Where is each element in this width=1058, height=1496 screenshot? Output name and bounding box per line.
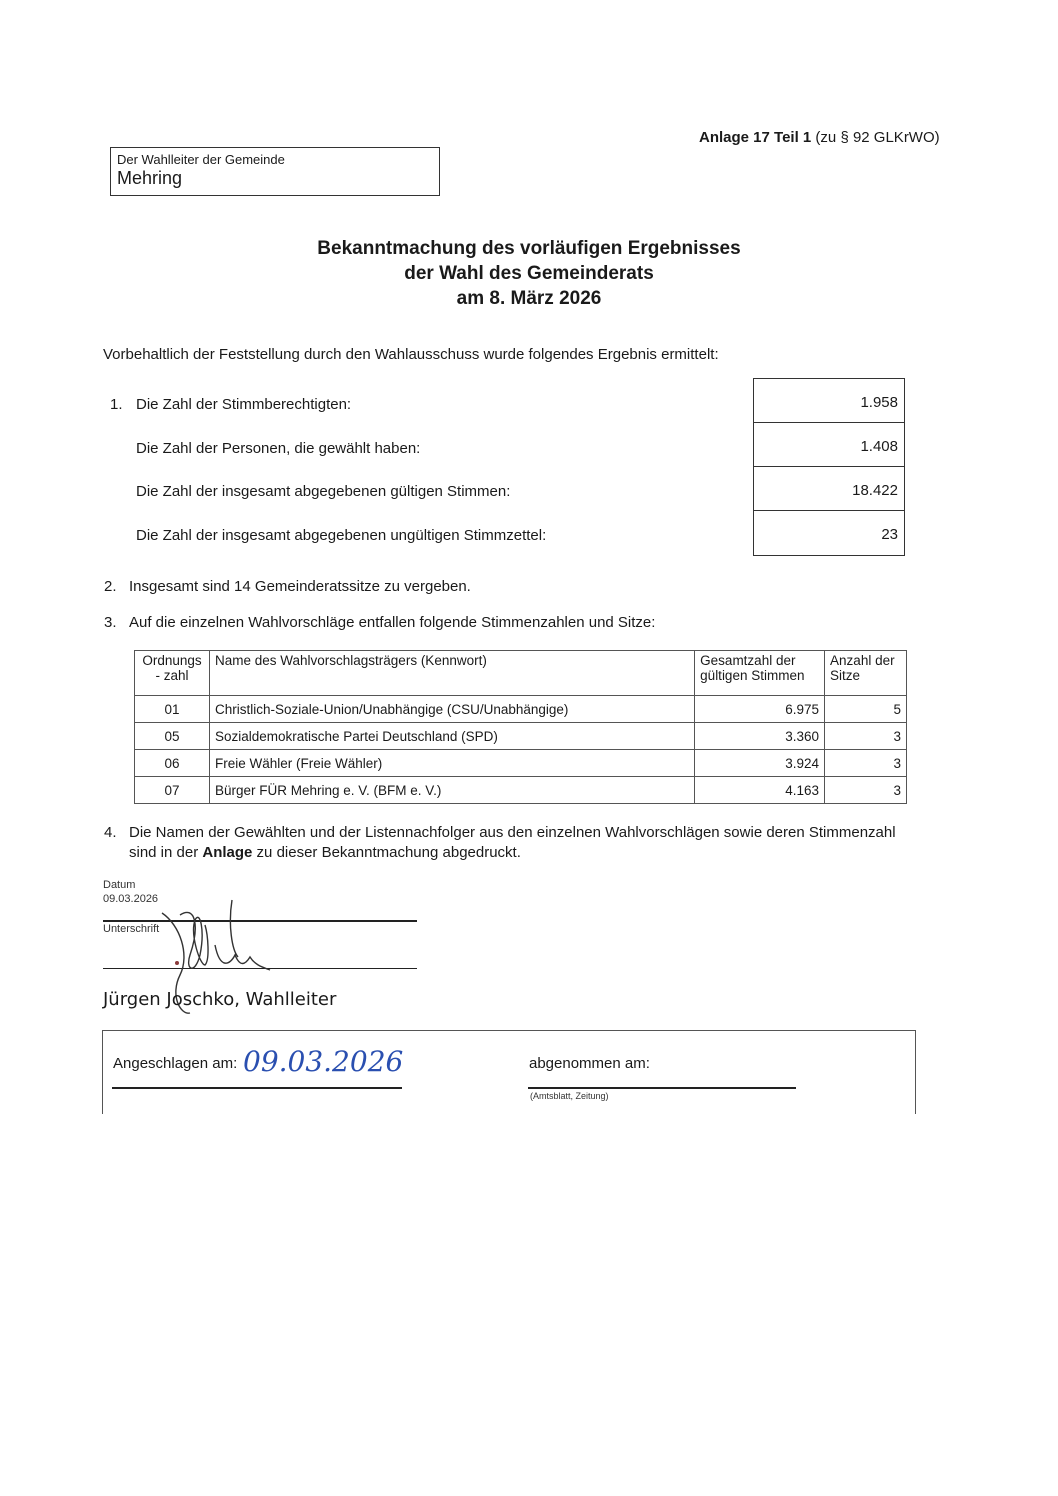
stat-value-voters: 1.408	[754, 423, 904, 467]
header-seats: Anzahl der Sitze	[825, 651, 907, 696]
posted-date-line	[112, 1087, 402, 1089]
title-line-2: der Wahl des Gemeinderats	[404, 263, 654, 284]
row-order-number: 07	[135, 777, 210, 804]
header-order-number: Ordnungs - zahl	[135, 651, 210, 696]
title-line-1: Bekanntmachung des vorläufigen Ergebnisses	[317, 238, 741, 259]
row-party-name: Sozialdemokratische Partei Deutschland (SPD)	[209, 723, 694, 750]
annex-reference-law: (zu § 92 GLKrWO)	[811, 129, 940, 146]
stat-label-invalid-ballots: Die Zahl der insgesamt abgegebenen ungültigen Stimmzettel:	[136, 527, 547, 544]
section-4-number: 4.	[104, 824, 117, 841]
intro-text: Vorbehaltlich der Feststellung durch den Wahlausschuss wurde folgendes Ergebnis ermittelt:	[103, 346, 719, 363]
section-4-text-pre: sind in der	[129, 844, 203, 861]
header-total-votes: Gesamtzahl der gültigen Stimmen	[695, 651, 825, 696]
row-party-name: Christlich-Soziale-Union/Unabhängige (CSU/Unabhängige)	[209, 696, 694, 723]
date-value: 09.03.2026	[103, 893, 159, 905]
posting-box	[102, 1030, 916, 1114]
signer-name: Jürgen Joschko, Wahlleiter	[103, 989, 337, 1010]
stats-value-box	[753, 378, 905, 556]
table-row	[135, 696, 907, 723]
row-seats: 3	[825, 777, 907, 804]
annex-reference	[699, 129, 940, 146]
row-votes: 3.360	[695, 723, 825, 750]
header-party-name: Name des Wahlvorschlagsträgers (Kennwort)	[209, 651, 694, 696]
posted-date-handwritten: 09.03.2026	[243, 1045, 404, 1078]
row-seats: 5	[825, 696, 907, 723]
stat-label-eligible: Die Zahl der Stimmberechtigten:	[136, 396, 352, 413]
section-4-text-line-2	[129, 844, 521, 861]
removed-date-line	[528, 1087, 796, 1089]
stat-label-valid-votes: Die Zahl der insgesamt abgegebenen gültigen Stimmen:	[136, 483, 511, 500]
posted-label: Angeschlagen am:	[113, 1055, 238, 1072]
table-row	[135, 777, 907, 804]
stat-value-valid-votes: 18.422	[754, 467, 904, 511]
removed-sublabel: (Amtsblatt, Zeitung)	[530, 1091, 609, 1101]
row-party-name: Bürger FÜR Mehring e. V. (BFM e. V.)	[209, 777, 694, 804]
date-label: Datum	[103, 879, 136, 891]
table-row	[135, 750, 907, 777]
row-order-number: 01	[135, 696, 210, 723]
section-2-text: Insgesamt sind 14 Gemeinderatssitze zu vergeben.	[129, 578, 471, 595]
annex-reference-bold: Anlage 17 Teil 1	[699, 129, 812, 146]
authority-box	[110, 147, 440, 196]
section-4-text-line-1: Die Namen der Gewählten und der Listennachfolger aus den einzelnen Wahlvorschlägen sowie deren Stimmenzahl	[129, 824, 896, 841]
row-seats: 3	[825, 750, 907, 777]
stat-label-voters: Die Zahl der Personen, die gewählt haben:	[136, 440, 421, 457]
document-title	[200, 236, 858, 311]
section-2-number: 2.	[104, 578, 117, 595]
results-table-header	[135, 651, 907, 696]
municipality-name: Mehring	[117, 168, 183, 188]
row-votes: 6.975	[695, 696, 825, 723]
section-4-annex-bold: Anlage	[202, 844, 253, 861]
section-3-number: 3.	[104, 614, 117, 631]
row-votes: 4.163	[695, 777, 825, 804]
title-line-3: am 8. März 2026	[456, 288, 602, 309]
row-order-number: 05	[135, 723, 210, 750]
row-seats: 3	[825, 723, 907, 750]
section-1-number: 1.	[110, 396, 123, 413]
stat-value-invalid-ballots: 23	[881, 526, 898, 543]
section-3-text: Auf die einzelnen Wahlvorschläge entfallen folgende Stimmenzahlen und Sitze:	[129, 614, 656, 631]
table-row	[135, 723, 907, 750]
section-4-text-post: zu dieser Bekanntmachung abgedruckt.	[252, 844, 521, 861]
results-table	[134, 650, 907, 804]
authority-label: Der Wahlleiter der Gemeinde	[117, 152, 285, 167]
row-votes: 3.924	[695, 750, 825, 777]
signature-label: Unterschrift	[103, 923, 160, 935]
removed-label: abgenommen am:	[529, 1055, 650, 1072]
row-party-name: Freie Wähler (Freie Wähler)	[209, 750, 694, 777]
row-order-number: 06	[135, 750, 210, 777]
stat-value-eligible: 1.958	[754, 379, 904, 423]
